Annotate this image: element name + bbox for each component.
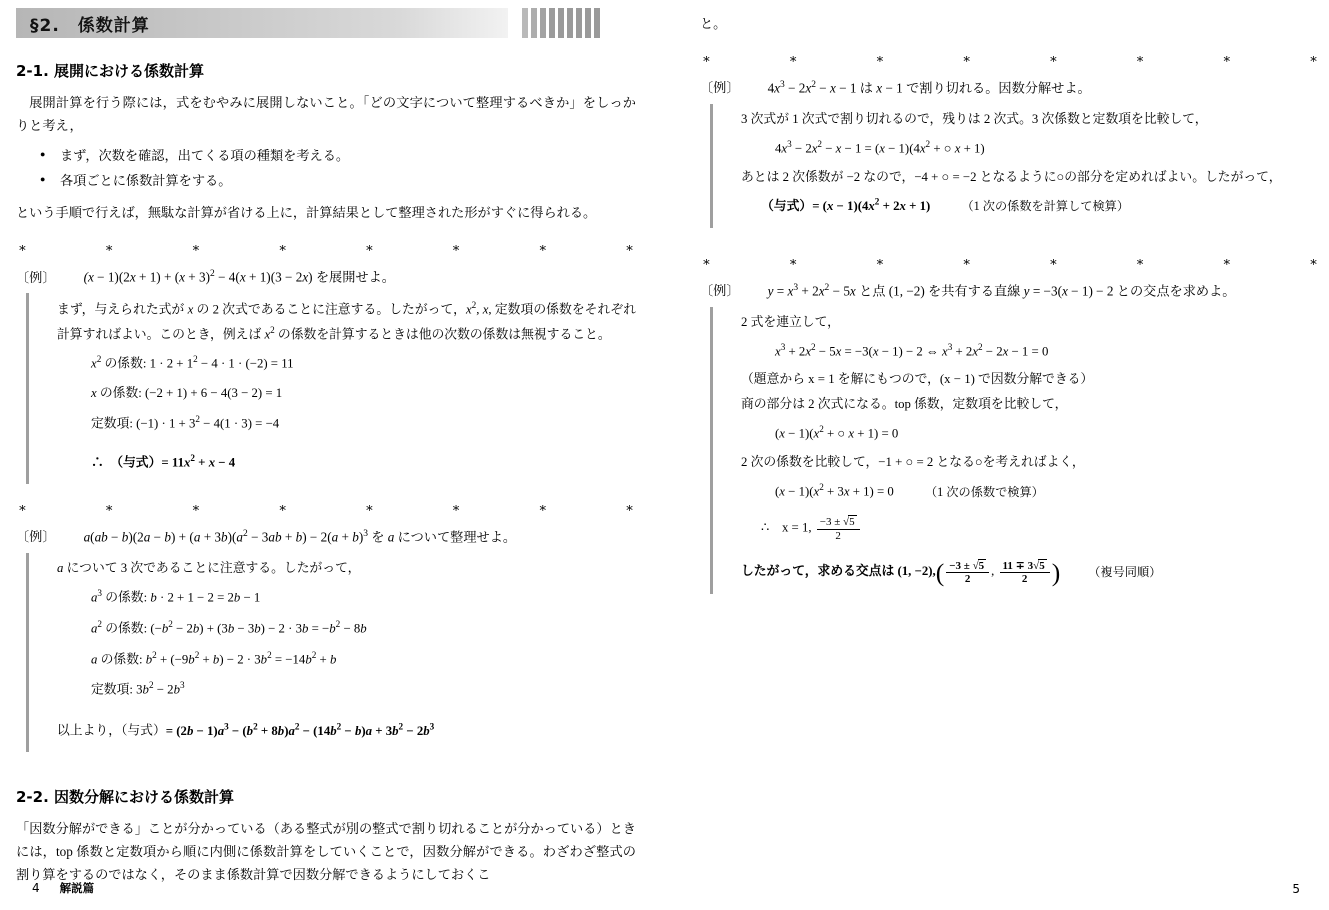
example-statement: $4x^3 - 2x^2 - x - 1$ は x − 1 で割り切れる。因数分解せよ。	[767, 80, 1091, 96]
left-column	[16, 0, 636, 910]
asterisk: ∗	[1048, 51, 1058, 67]
asterisk: ∗	[788, 253, 798, 269]
asterisk: ∗	[702, 253, 711, 269]
asterisk: ∗	[875, 51, 885, 67]
asterisk: ∗	[538, 240, 548, 256]
footer-left	[32, 880, 94, 896]
example-1-line-const: 定数項: $(-1) \cdot 1 + 3^2 - 4(1 \cdot 3) = -4$	[91, 414, 280, 431]
example-4-line-4	[741, 515, 1320, 542]
example-4-body	[710, 307, 1320, 594]
asterisk: ∗	[18, 240, 27, 256]
example-3-result: （与式）= $(x - 1)(4x^2 + 2x + 1)$	[761, 196, 931, 214]
example-2-line-a1: a の係数: $b^2 + (-9b^2 + b) - 2 \cdot 3b^2 = -14b^2 + b$	[91, 649, 337, 666]
asterisk: ∗	[451, 500, 461, 516]
fraction-y-coord: $\frac{11 \mp 3√5}{2}$	[1000, 559, 1050, 586]
example-3-result-note: （1 次の係数を計算して検算）	[961, 199, 1130, 214]
chapter-title: §2. 係数計算	[30, 15, 150, 36]
example-4-header	[700, 280, 1320, 303]
chapter-title-box	[16, 8, 508, 38]
example-3-body	[710, 104, 1320, 228]
fraction-root-solution: $\frac{-3 \pm √5}{2}$	[817, 515, 860, 542]
example-2-line-a2: $a^2$ の係数: $(-b^2 - 2b) + (3b - 3b) - 2 \cdot 3b = -b^2 - 8b$	[91, 618, 367, 636]
example-4-line-2: $(x - 1)(x^2$ + ○ x + 1) = 0	[775, 424, 899, 441]
example-4-line-4-pre: ∴ x = 1,	[761, 520, 812, 535]
asterisk: ∗	[625, 500, 634, 516]
asterisk-separator	[700, 51, 1320, 67]
asterisk: ∗	[191, 500, 201, 516]
example-1-para-1: まず，与えられた式が x の 2 次式であることに注意する。したがって，$x^2$, x, 定数項の係数をそれぞれ計算すればよい。このとき，例えば $x^2$ の係数を計算するときは他の次数の係数は無視すること。	[57, 300, 636, 341]
chapter-header	[16, 8, 636, 38]
asterisk: ∗	[962, 51, 972, 67]
section-2-1-outro: という手順で行えば，無駄な計算が省ける上に，計算結果として整理された形がすぐに得られる。	[16, 205, 597, 221]
asterisk: ∗	[364, 240, 374, 256]
example-1-header	[16, 266, 636, 289]
section-2-2-para: 「因数分解ができる」ことが分かっている（ある整式が別の整式で割り切れることが分かっている）ときには，top 係数と定数項から順に内側に係数計算をしていくことで，因数分解ができる。わざわざ整式の割り算をするのではなく，そのまま係数計算で因数分解できるようにしておくこ	[16, 821, 636, 883]
asterisk: ∗	[538, 500, 548, 516]
continuation-text: と。	[700, 16, 727, 31]
asterisk: ∗	[1309, 253, 1318, 269]
footer-label: 解説篇	[59, 881, 95, 895]
asterisk-separator	[700, 254, 1320, 270]
asterisk: ∗	[1135, 51, 1145, 67]
example-2-line-a3: $a^3$ の係数: b · 2 + 1 − 2 = 2b − 1	[91, 587, 261, 605]
asterisk: ∗	[364, 500, 374, 516]
asterisk: ∗	[1135, 253, 1145, 269]
asterisk: ∗	[278, 240, 288, 256]
section-heading-2-2: 2-2. 因数分解における係数計算	[16, 788, 235, 807]
example-4-conclusion-pre: したがって，求める交点は (1, −2),	[741, 564, 936, 579]
fraction-x-coord: $\frac{-3 \pm √5}{2}$	[946, 559, 989, 586]
example-1-body	[26, 293, 636, 484]
example-2-result: 以上より，（与式）= $(2b - 1)a^3 - (b^2 + 8b)a^2 - (14b^2 - b)a + 3b^2 - 2b^3$	[57, 721, 435, 738]
example-4-line-3-row: $(x - 1)(x^2 + 3x + 1) = 0$ （1 次の係数で検算）	[775, 482, 1044, 499]
asterisk: ∗	[625, 240, 634, 256]
page-number: 4	[32, 881, 40, 895]
asterisk: ∗	[104, 500, 114, 516]
asterisk: ∗	[875, 253, 885, 269]
asterisk: ∗	[702, 51, 711, 67]
example-label: 〔例〕	[700, 283, 740, 299]
example-2-line-const: 定数項: $3b^2 - 2b^3$	[91, 680, 185, 697]
example-2-body	[26, 553, 636, 752]
asterisk-separator	[16, 500, 636, 516]
example-2-header	[16, 526, 636, 549]
asterisk: ∗	[962, 253, 972, 269]
list-item: ● まず，次数を確認，出てくる項の種類を考える。	[60, 143, 636, 168]
section-2-1-bullet-list	[16, 143, 636, 193]
asterisk: ∗	[104, 240, 114, 256]
decorative-bars	[508, 8, 600, 38]
example-label: 〔例〕	[700, 80, 740, 96]
page-number: 5	[1292, 882, 1300, 896]
example-statement: $a(ab - b)(2a - b) + (a + 3b)(a^2 - 3ab + b) - 2(a + b)^3$ を a について整理せよ。	[83, 529, 517, 545]
asterisk: ∗	[788, 51, 798, 67]
example-4-para-1: 2 式を連立して，	[741, 314, 840, 329]
example-statement: $(x - 1)(2x + 1) + (x + 3)^2 - 4(x + 1)(3 - 2x)$ を展開せよ。	[83, 269, 395, 285]
example-3-header	[700, 77, 1320, 100]
section-2-1-intro: 展開計算を行う際には，式をむやみに展開しないこと。「どの文字について整理するべきか」をしっかりと考え，	[16, 95, 636, 134]
footer-right	[1292, 882, 1300, 896]
example-3-para-1: 3 次式が 1 次式で割り切れるので，残りは 2 次式。3 次係数と定数項を比較して，	[741, 111, 1208, 126]
example-3-para-2: あとは 2 次係数が −2 なので，−4 + ○ = −2 となるように○の部分を定めればよい。したがって，	[741, 169, 1282, 184]
example-statement: $y = x^3 + 2x^2 - 5x$ と点 (1, −2) を共有する直線 y = −3(x − 1) − 2 との交点を求めよ。	[767, 282, 1236, 299]
asterisk: ∗	[278, 500, 288, 516]
right-column	[700, 0, 1320, 910]
comma: ,	[991, 564, 998, 579]
example-3-result-row	[741, 193, 1320, 220]
asterisk: ∗	[18, 500, 27, 516]
asterisk: ∗	[191, 240, 201, 256]
example-1-result: ∴ （与式）= $11x^2 + x - 4$	[91, 453, 236, 470]
example-4-para-3: 商の部分は 2 次式になる。top 係数，定数項を比較して，	[741, 397, 1068, 412]
example-label: 〔例〕	[16, 269, 56, 285]
left-paren: (	[935, 557, 945, 587]
example-1-line-x: x の係数: (−2 + 1) + 6 − 4(3 − 2) = 1	[91, 385, 283, 400]
list-item: ● 各項ごとに係数計算をする。	[60, 168, 636, 193]
section-heading-2-1: 2-1. 展開における係数計算	[16, 62, 205, 80]
asterisk: ∗	[1222, 51, 1232, 67]
right-paren: )	[1051, 557, 1061, 587]
asterisk: ∗	[1309, 51, 1318, 67]
asterisk-separator	[16, 240, 636, 256]
asterisk: ∗	[1048, 253, 1058, 269]
example-4-para-2: （題意から x = 1 を解にもつので，(x − 1) で因数分解できる）	[741, 372, 1094, 387]
example-2-para-1: a について 3 次であることに注意する。したがって，	[57, 560, 361, 575]
example-4-conclusion-note: （複号同順）	[1088, 565, 1162, 579]
asterisk: ∗	[1222, 253, 1232, 269]
example-4-line-3-note: （1 次の係数で検算）	[925, 484, 1044, 499]
example-4-conclusion	[741, 559, 1320, 586]
asterisk: ∗	[451, 240, 461, 256]
example-4-line-1: $x^3 + 2x^2 - 5x = -3(x - 1) - 2$ ⇔ $x^3 + 2x^2 - 2x - 1 = 0$	[775, 341, 1049, 358]
example-1-line-x2: $x^2$ の係数: $1 \cdot 2 + 1^2 - 4 \cdot 1 \cdot (-2) = 11$	[91, 353, 294, 371]
example-4-para-4: 2 次の係数を比較して，−1 + ○ = 2 となる○を考えればよく，	[741, 455, 1085, 470]
example-3-line-1: $4x^3 - 2x^2 - x - 1 = (x - 1)(4x^2$ + ○ x + 1)	[775, 138, 985, 156]
example-label: 〔例〕	[16, 529, 56, 545]
